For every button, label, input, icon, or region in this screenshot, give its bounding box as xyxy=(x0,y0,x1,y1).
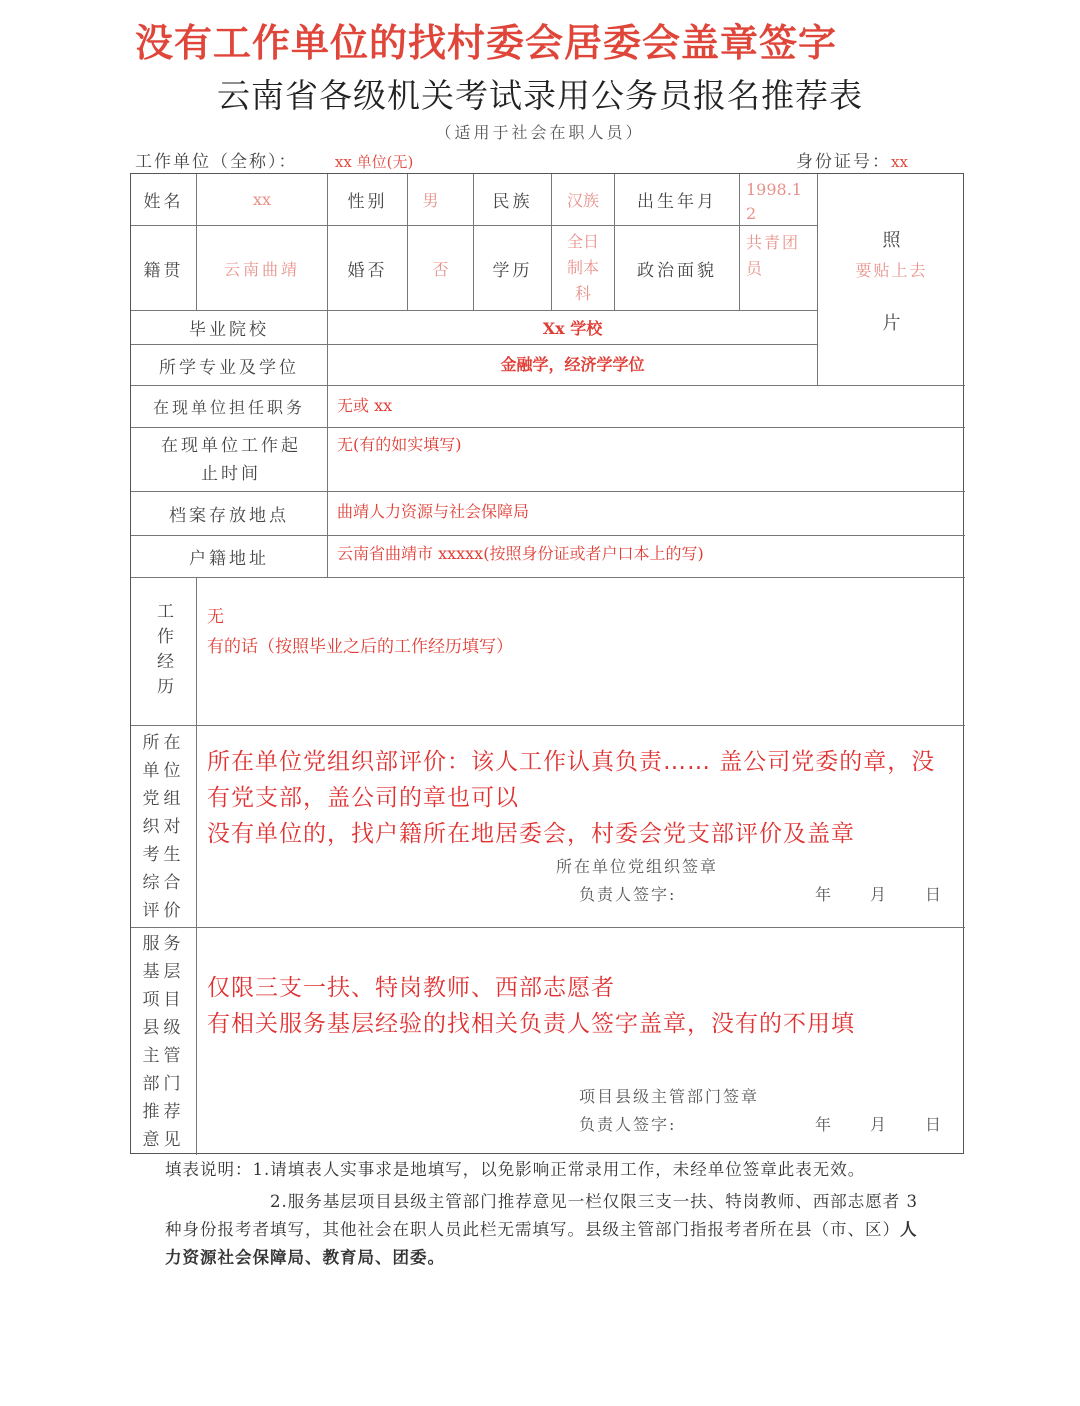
party-sign-label: 负责人签字: xyxy=(579,885,677,904)
service-text xyxy=(207,970,959,1042)
political-status-value: 共青团员 xyxy=(746,233,801,278)
service-line-1: 仅限三支一扶、特岗教师、西部志愿者 xyxy=(207,975,615,1001)
photo-char-2: 片 xyxy=(882,313,901,334)
note-2-text: 2.服务基层项目县级主管部门推荐意见一栏仅限三支一扶、特岗教师、西部志愿者 3 种身份报考者填写，其他社会在职人员此栏无需填写。县级主管部门指报考者所在县（市、区） xyxy=(165,1192,918,1239)
gender-value: 男 xyxy=(422,191,439,210)
education-label: 学历 xyxy=(492,260,533,281)
work-unit-label: 工作单位（全称）： xyxy=(135,152,298,172)
service-date-year: 年 xyxy=(815,1115,834,1134)
gender-label: 性别 xyxy=(347,192,388,212)
id-value: xx xyxy=(891,153,908,171)
service-sign-label: 负责人签字: xyxy=(579,1115,677,1134)
experience-label: 工作经历 xyxy=(153,601,173,702)
service-stamp-label: 项目县级主管部门签章 xyxy=(579,1087,760,1106)
experience-label-cell xyxy=(131,578,196,725)
position-label: 在现单位担任职务 xyxy=(152,398,305,417)
native-place-label: 籍贯 xyxy=(143,260,184,281)
birth-value: 1998.12 xyxy=(746,180,802,223)
hukou-value: 云南省曲靖市 xxxxx(按照身份证或者户口本上的写) xyxy=(337,543,704,563)
party-eval-text xyxy=(207,744,959,852)
major-label: 所学专业及学位 xyxy=(159,357,299,378)
major-value: 金融学，经济学学位 xyxy=(500,354,645,374)
note-2-bold: 人力资源社会保障局、教育局、团委。 xyxy=(165,1220,918,1267)
education-value: 全日制本科 xyxy=(567,232,600,303)
native-place-value: 云南曲靖 xyxy=(223,259,300,279)
service-label-cell xyxy=(131,928,196,1155)
work-time-label: 在现单位工作起止时间 xyxy=(161,435,301,484)
hukou-label: 户籍地址 xyxy=(189,549,269,569)
married-value: 否 xyxy=(432,259,449,279)
party-date-day: 日 xyxy=(925,885,944,904)
photo-note: 要贴上去 xyxy=(855,261,928,280)
party-stamp-label: 所在单位党组织签章 xyxy=(556,857,719,876)
ethnicity-value: 汉族 xyxy=(566,191,599,210)
school-label: 毕业院校 xyxy=(189,320,269,340)
party-date-year: 年 xyxy=(815,885,834,904)
archive-label: 档案存放地点 xyxy=(169,506,289,526)
experience-line-1: 无 xyxy=(207,607,224,627)
party-date-month: 月 xyxy=(870,885,889,904)
work-unit-value: xx 单位(无) xyxy=(334,153,414,171)
service-label: 服务基层项目县级主管部门推荐意见 xyxy=(142,933,185,1150)
fill-instructions xyxy=(165,1156,925,1272)
form-subtitle: （适用于社会在职人员） xyxy=(435,123,645,142)
headline-banner: 没有工作单位的找村委会居委会盖章签字 xyxy=(135,21,838,65)
service-date-month: 月 xyxy=(870,1115,889,1134)
id-label: 身份证号： xyxy=(796,152,891,172)
party-eval-line-1: 所在单位党组织部评价：该人工作认真负责…… 盖公司党委的章，没有党支部，盖公司的章也可以 xyxy=(207,749,936,811)
service-line-2: 有相关服务基层经验的找相关负责人签字盖章，没有的不用填 xyxy=(207,1011,855,1037)
photo-char-1: 照 xyxy=(882,230,901,251)
experience-line-2: 有的话（按照毕业之后的工作经历填写） xyxy=(207,637,513,657)
position-value: 无或 xx xyxy=(337,395,393,415)
work-time-value: 无(有的如实填写) xyxy=(337,434,462,454)
form-title: 云南省各级机关考试录用公务员报名推荐表 xyxy=(217,76,863,115)
service-date-day: 日 xyxy=(925,1115,944,1134)
note-2 xyxy=(165,1188,925,1272)
party-eval-label: 所在单位党组织对考生综合评价 xyxy=(142,732,185,921)
work-unit-line xyxy=(135,147,413,172)
political-status-label: 政治面貌 xyxy=(637,260,717,281)
note-1: 填表说明：1.请填表人实事求是地填写，以免影响正常录用工作，未经单位签章此表无效。 xyxy=(165,1160,866,1179)
married-label: 婚否 xyxy=(347,260,388,281)
party-eval-label-cell xyxy=(131,726,196,927)
name-value: xx xyxy=(252,190,272,209)
registration-form-table xyxy=(130,173,964,1154)
ethnicity-label: 民族 xyxy=(492,192,533,212)
id-number-line xyxy=(796,147,908,172)
photo-placeholder xyxy=(818,214,965,344)
school-value: Xx 学校 xyxy=(542,319,603,338)
name-label: 姓名 xyxy=(143,192,184,212)
archive-value: 曲靖人力资源与社会保障局 xyxy=(337,501,530,521)
party-eval-line-2: 没有单位的，找户籍所在地居委会，村委会党支部评价及盖章 xyxy=(207,821,855,847)
birth-label: 出生年月 xyxy=(637,192,717,212)
experience-text xyxy=(207,602,513,662)
